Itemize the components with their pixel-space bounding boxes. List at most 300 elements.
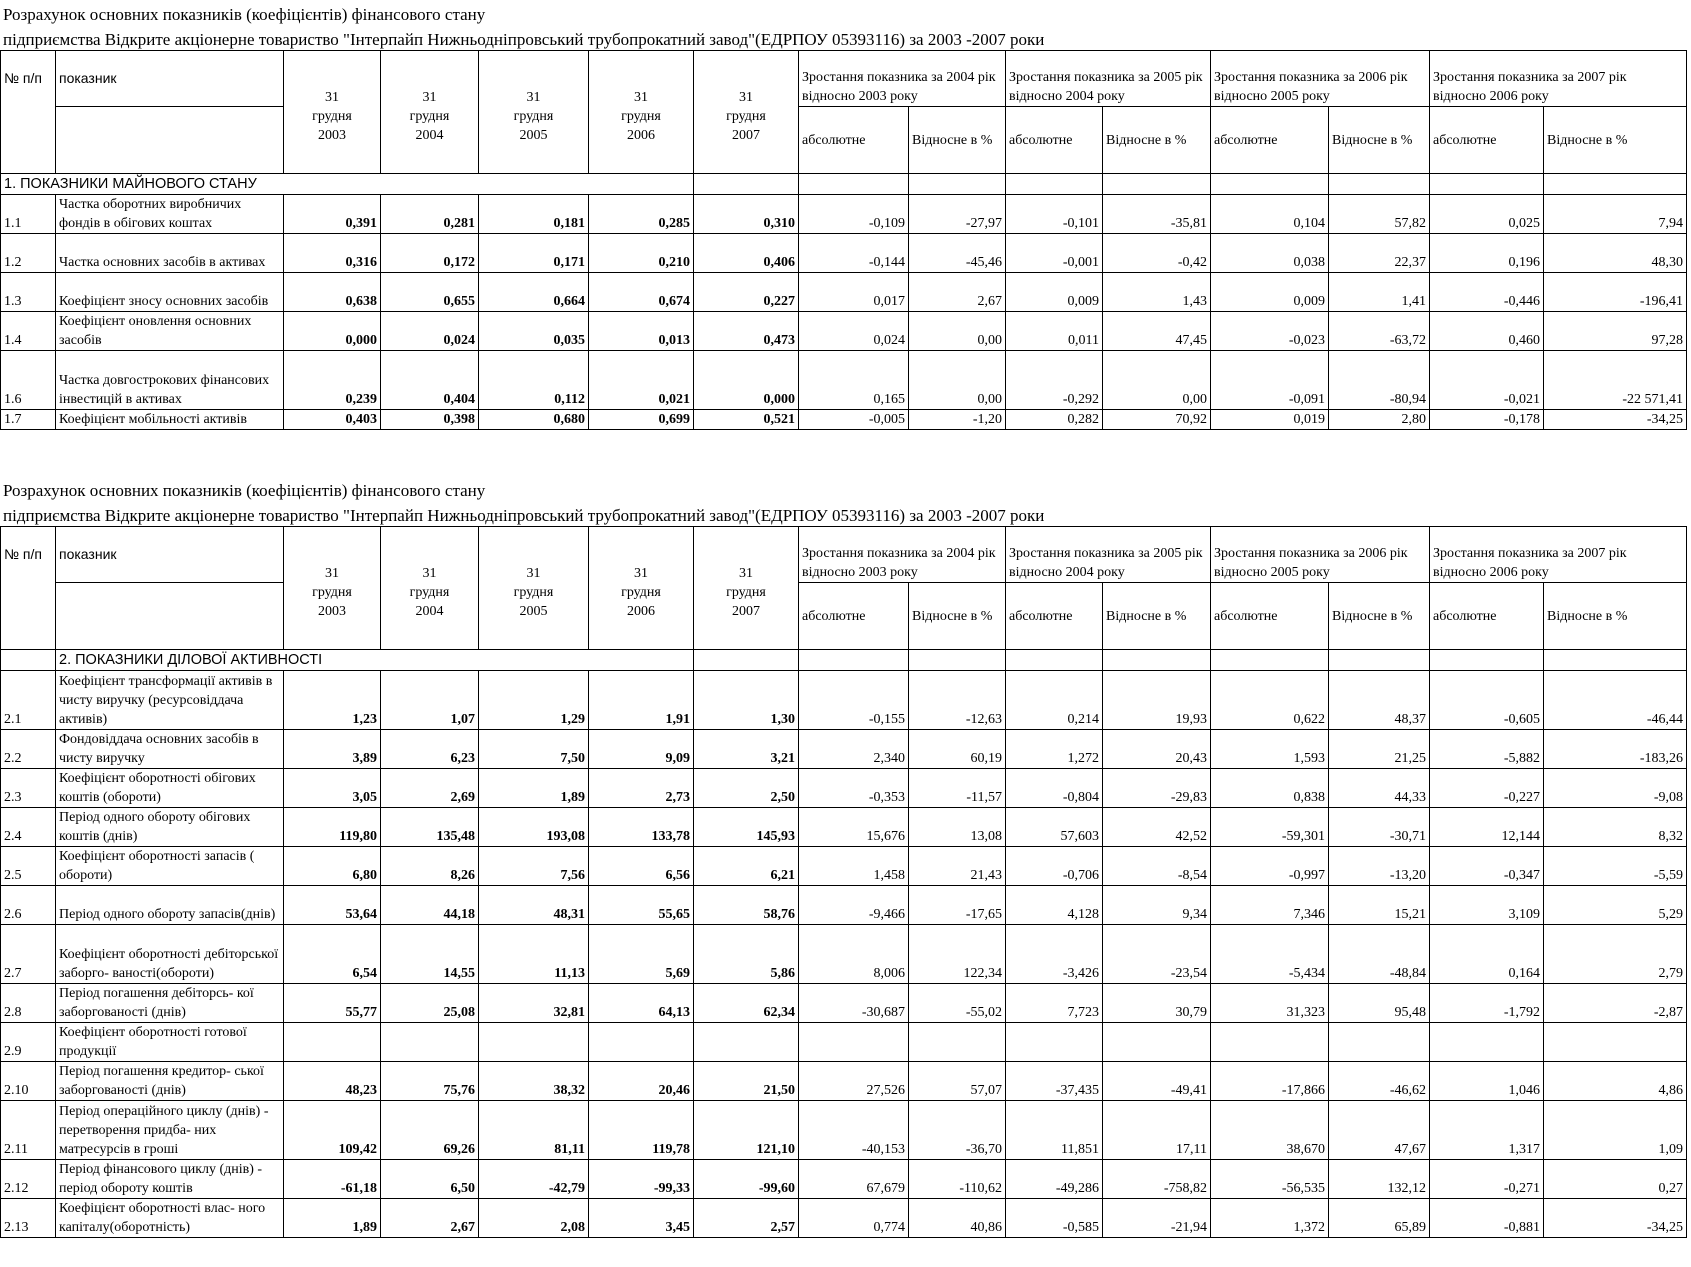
year-label: 2007: [732, 603, 760, 619]
year-value: 0,680: [479, 410, 589, 430]
absolute-change: 7,346: [1211, 886, 1329, 925]
year-value: 145,93: [694, 808, 799, 847]
year-value: 62,34: [694, 984, 799, 1023]
absolute-change: 0,038: [1211, 234, 1329, 273]
relative-change: 7,94: [1544, 195, 1687, 234]
absolute-change: -37,435: [1006, 1062, 1103, 1101]
absolute-change: -0,178: [1430, 410, 1544, 430]
relative-change: 1,43: [1103, 273, 1211, 312]
relative-change: 2,79: [1544, 925, 1687, 984]
year-value: 3,21: [694, 730, 799, 769]
section1-rows: [1, 195, 1687, 430]
row-number: 2.2: [1, 730, 56, 769]
relative-change: -758,82: [1103, 1160, 1211, 1199]
year-value: 0,181: [479, 195, 589, 234]
year-value: 58,76: [694, 886, 799, 925]
growth-group-header: Зростання показника за 2007 рік відносно 2006 року: [1430, 527, 1687, 583]
year-value: 1,29: [479, 671, 589, 730]
year-value: 1,89: [284, 1199, 381, 1238]
relative-change: 57,82: [1329, 195, 1430, 234]
month-label: грудня: [409, 108, 450, 124]
indicator-name: Коефіцієнт оновлення основних засобів: [56, 312, 284, 351]
year-value: 119,78: [589, 1101, 694, 1160]
year-value: 9,09: [589, 730, 694, 769]
indicator-name: Коефіцієнт оборотності влас- ного капіталу(оборотність): [56, 1199, 284, 1238]
absolute-change: -59,301: [1211, 808, 1329, 847]
absolute-change: [799, 1023, 909, 1062]
year-label: 2004: [415, 127, 444, 143]
indicator-name: Коефіцієнт оборотності обігових коштів (обороти): [56, 769, 284, 808]
abs-header: абсолютне: [799, 107, 909, 174]
indicator-name: Частка довгострокових фінансових інвестицій в активах: [56, 351, 284, 410]
year-label: 2003: [318, 603, 346, 619]
growth-group-header: Зростання показника за 2005 рік відносно 2004 року: [1006, 51, 1211, 107]
indicator-name: Коефіцієнт зносу основних засобів: [56, 273, 284, 312]
year-label: 2005: [519, 603, 548, 619]
relative-change: -21,94: [1103, 1199, 1211, 1238]
absolute-change: 1,593: [1211, 730, 1329, 769]
absolute-change: 8,006: [799, 925, 909, 984]
year-value: 1,91: [589, 671, 694, 730]
relative-change: 48,30: [1544, 234, 1687, 273]
table-row: [1, 886, 1687, 925]
relative-change: 1,09: [1544, 1101, 1687, 1160]
absolute-change: 67,679: [799, 1160, 909, 1199]
relative-change: -46,62: [1329, 1062, 1430, 1101]
absolute-change: 31,323: [1211, 984, 1329, 1023]
year-value: 11,13: [479, 925, 589, 984]
absolute-change: 1,272: [1006, 730, 1103, 769]
absolute-change: -0,109: [799, 195, 909, 234]
absolute-change: -0,605: [1430, 671, 1544, 730]
rel-header: Відносне в %: [1103, 107, 1211, 174]
property-indicators-table: [0, 50, 1687, 430]
year-value: 3,89: [284, 730, 381, 769]
date-header-2003: [284, 107, 381, 174]
year-value: 1,23: [284, 671, 381, 730]
row-number: 1.3: [1, 273, 56, 312]
absolute-change: 0,622: [1211, 671, 1329, 730]
year-value: -99,60: [694, 1160, 799, 1199]
absolute-change: 1,317: [1430, 1101, 1544, 1160]
report-block-1: [0, 0, 1687, 430]
month-label: грудня: [621, 584, 661, 600]
relative-change: [1544, 1023, 1687, 1062]
year-value: 0,674: [589, 273, 694, 312]
row-number: 2.4: [1, 808, 56, 847]
day-label: 31: [284, 527, 381, 583]
year-value: 2,69: [381, 769, 479, 808]
relative-change: 21,43: [909, 847, 1006, 886]
abs-header: абсолютне: [1211, 107, 1329, 174]
absolute-change: 2,340: [799, 730, 909, 769]
absolute-change: 0,774: [799, 1199, 909, 1238]
section2-rows: [1, 671, 1687, 1238]
indicator-name: Коефіцієнт оборотності запасів ( обороти): [56, 847, 284, 886]
day-label: 31: [589, 51, 694, 107]
absolute-change: -0,144: [799, 234, 909, 273]
year-value: 32,81: [479, 984, 589, 1023]
year-value: 0,013: [589, 312, 694, 351]
table-row: [1, 1101, 1687, 1160]
relative-change: -183,26: [1544, 730, 1687, 769]
abs-header: абсолютне: [1211, 583, 1329, 650]
relative-change: -35,81: [1103, 195, 1211, 234]
relative-change: 47,45: [1103, 312, 1211, 351]
relative-change: -34,25: [1544, 410, 1687, 430]
year-value: 5,69: [589, 925, 694, 984]
day-label: 31: [381, 51, 479, 107]
date-header-2005: [479, 107, 589, 174]
relative-change: 70,92: [1103, 410, 1211, 430]
year-value: 0,239: [284, 351, 381, 410]
row-number: 1.1: [1, 195, 56, 234]
relative-change: 60,19: [909, 730, 1006, 769]
year-value: 2,50: [694, 769, 799, 808]
absolute-change: -0,005: [799, 410, 909, 430]
relative-change: 0,00: [1103, 351, 1211, 410]
relative-change: -49,41: [1103, 1062, 1211, 1101]
indicator-name: Період погашення дебіторсь- кої заборгованості (днів): [56, 984, 284, 1023]
relative-change: -46,44: [1544, 671, 1687, 730]
row-number: 2.5: [1, 847, 56, 886]
relative-change: 122,34: [909, 925, 1006, 984]
absolute-change: -49,286: [1006, 1160, 1103, 1199]
relative-change: [1103, 1023, 1211, 1062]
rel-header: Відносне в %: [909, 107, 1006, 174]
year-value: 3,45: [589, 1199, 694, 1238]
relative-change: 17,11: [1103, 1101, 1211, 1160]
absolute-change: -0,881: [1430, 1199, 1544, 1238]
indicator-name: Фондовіддача основних засобів в чисту виручку: [56, 730, 284, 769]
year-value: 0,035: [479, 312, 589, 351]
relative-change: 44,33: [1329, 769, 1430, 808]
absolute-change: -0,021: [1430, 351, 1544, 410]
relative-change: 20,43: [1103, 730, 1211, 769]
year-value: 21,50: [694, 1062, 799, 1101]
relative-change: -22 571,41: [1544, 351, 1687, 410]
abs-header: абсолютне: [1006, 107, 1103, 174]
rel-header: Відносне в %: [1544, 107, 1687, 174]
report-block-2: [0, 476, 1687, 1238]
year-value: 0,638: [284, 273, 381, 312]
row-number: 2.11: [1, 1101, 56, 1160]
year-value: 25,08: [381, 984, 479, 1023]
year-label: 2006: [627, 127, 655, 143]
relative-change: -0,42: [1103, 234, 1211, 273]
absolute-change: -0,271: [1430, 1160, 1544, 1199]
relative-change: -2,87: [1544, 984, 1687, 1023]
absolute-change: 0,214: [1006, 671, 1103, 730]
year-value: 44,18: [381, 886, 479, 925]
date-header-2005: [479, 583, 589, 650]
absolute-change: -0,155: [799, 671, 909, 730]
year-value: 14,55: [381, 925, 479, 984]
year-value: 8,26: [381, 847, 479, 886]
year-value: 3,05: [284, 769, 381, 808]
year-value: 6,50: [381, 1160, 479, 1199]
year-value: 0,403: [284, 410, 381, 430]
month-label: грудня: [726, 108, 766, 124]
col-name-header: показник: [56, 51, 284, 107]
year-value: 0,473: [694, 312, 799, 351]
year-value: 121,10: [694, 1101, 799, 1160]
year-value: 0,398: [381, 410, 479, 430]
growth-group-header: Зростання показника за 2006 рік відносно 2005 року: [1211, 51, 1430, 107]
date-header-2006: [589, 583, 694, 650]
year-value: 2,73: [589, 769, 694, 808]
year-label: 2007: [732, 127, 760, 143]
absolute-change: 4,128: [1006, 886, 1103, 925]
absolute-change: 0,838: [1211, 769, 1329, 808]
row-number: 2.8: [1, 984, 56, 1023]
table-row: [1, 808, 1687, 847]
relative-change: -9,08: [1544, 769, 1687, 808]
absolute-change: -0,706: [1006, 847, 1103, 886]
year-value: 0,664: [479, 273, 589, 312]
table-row: [1, 351, 1687, 410]
year-value: 55,77: [284, 984, 381, 1023]
year-value: 0,172: [381, 234, 479, 273]
day-label: 31: [694, 51, 799, 107]
month-label: грудня: [726, 584, 766, 600]
row-number: 1.6: [1, 351, 56, 410]
relative-change: -17,65: [909, 886, 1006, 925]
absolute-change: -0,227: [1430, 769, 1544, 808]
year-label: 2005: [519, 127, 548, 143]
year-value: 6,21: [694, 847, 799, 886]
section-title: 2. ПОКАЗНИКИ ДІЛОВОЇ АКТИВНОСТІ: [56, 650, 694, 671]
year-value: 7,56: [479, 847, 589, 886]
year-value: 48,31: [479, 886, 589, 925]
relative-change: 2,80: [1329, 410, 1430, 430]
relative-change: -29,83: [1103, 769, 1211, 808]
absolute-change: -5,434: [1211, 925, 1329, 984]
absolute-change: 0,104: [1211, 195, 1329, 234]
year-value: 0,406: [694, 234, 799, 273]
relative-change: 15,21: [1329, 886, 1430, 925]
year-value: 48,23: [284, 1062, 381, 1101]
year-value: 5,86: [694, 925, 799, 984]
relative-change: 13,08: [909, 808, 1006, 847]
absolute-change: 38,670: [1211, 1101, 1329, 1160]
table-row: [1, 234, 1687, 273]
absolute-change: 11,851: [1006, 1101, 1103, 1160]
day-label: 31: [284, 51, 381, 107]
year-value: 0,316: [284, 234, 381, 273]
relative-change: -30,71: [1329, 808, 1430, 847]
row-number: 2.10: [1, 1062, 56, 1101]
absolute-change: 0,196: [1430, 234, 1544, 273]
month-label: грудня: [621, 108, 661, 124]
relative-change: 5,29: [1544, 886, 1687, 925]
col-num-header: № п/п: [1, 527, 56, 583]
relative-change: 19,93: [1103, 671, 1211, 730]
abs-header: абсолютне: [1430, 107, 1544, 174]
day-label: 31: [589, 527, 694, 583]
month-label: грудня: [513, 584, 554, 600]
row-number: 2.7: [1, 925, 56, 984]
year-value: 53,64: [284, 886, 381, 925]
table-row: [1, 925, 1687, 984]
year-value: 0,699: [589, 410, 694, 430]
relative-change: -48,84: [1329, 925, 1430, 984]
year-value: 0,171: [479, 234, 589, 273]
relative-change: 2,67: [909, 273, 1006, 312]
year-value: 2,57: [694, 1199, 799, 1238]
relative-change: -23,54: [1103, 925, 1211, 984]
relative-change: -80,94: [1329, 351, 1430, 410]
year-value: 135,48: [381, 808, 479, 847]
day-label: 31: [479, 51, 589, 107]
absolute-change: -40,153: [799, 1101, 909, 1160]
month-label: грудня: [513, 108, 554, 124]
absolute-change: 0,460: [1430, 312, 1544, 351]
indicator-name: Період одного обороту запасів(днів): [56, 886, 284, 925]
date-header-2006: [589, 107, 694, 174]
relative-change: 57,07: [909, 1062, 1006, 1101]
date-header-2007: [694, 583, 799, 650]
year-value: 0,404: [381, 351, 479, 410]
year-value: -42,79: [479, 1160, 589, 1199]
absolute-change: 27,526: [799, 1062, 909, 1101]
rel-header: Відносне в %: [1329, 107, 1430, 174]
indicator-name: Коефіцієнт оборотності готової продукції: [56, 1023, 284, 1062]
year-value: 6,56: [589, 847, 694, 886]
table-row: [1, 769, 1687, 808]
day-label: 31: [694, 527, 799, 583]
table-row: [1, 1160, 1687, 1199]
year-value: 0,000: [284, 312, 381, 351]
absolute-change: 0,017: [799, 273, 909, 312]
report-title-line1: Розрахунок основних показників (коефіцієнтів) фінансового стану: [3, 481, 486, 500]
date-header-2003: [284, 583, 381, 650]
absolute-change: 15,676: [799, 808, 909, 847]
absolute-change: 0,165: [799, 351, 909, 410]
row-number: 1.4: [1, 312, 56, 351]
row-number: 1.7: [1, 410, 56, 430]
relative-change: -36,70: [909, 1101, 1006, 1160]
relative-change: -8,54: [1103, 847, 1211, 886]
table-row: [1, 730, 1687, 769]
absolute-change: 1,458: [799, 847, 909, 886]
row-number: 2.3: [1, 769, 56, 808]
year-value: [479, 1023, 589, 1062]
abs-header: абсолютне: [799, 583, 909, 650]
absolute-change: -0,347: [1430, 847, 1544, 886]
relative-change: -196,41: [1544, 273, 1687, 312]
relative-change: 48,37: [1329, 671, 1430, 730]
relative-change: -13,20: [1329, 847, 1430, 886]
absolute-change: 0,011: [1006, 312, 1103, 351]
relative-change: -1,20: [909, 410, 1006, 430]
table-row: [1, 195, 1687, 234]
growth-group-header: Зростання показника за 2007 рік відносно 2006 року: [1430, 51, 1687, 107]
absolute-change: -0,023: [1211, 312, 1329, 351]
relative-change: 42,52: [1103, 808, 1211, 847]
absolute-change: 12,144: [1430, 808, 1544, 847]
year-value: 0,210: [589, 234, 694, 273]
year-value: 81,11: [479, 1101, 589, 1160]
year-value: 1,30: [694, 671, 799, 730]
relative-change: -55,02: [909, 984, 1006, 1023]
year-value: -99,33: [589, 1160, 694, 1199]
relative-change: -63,72: [1329, 312, 1430, 351]
relative-change: -110,62: [909, 1160, 1006, 1199]
year-value: 38,32: [479, 1062, 589, 1101]
absolute-change: -9,466: [799, 886, 909, 925]
absolute-change: -30,687: [799, 984, 909, 1023]
relative-change: 21,25: [1329, 730, 1430, 769]
absolute-change: [1006, 1023, 1103, 1062]
year-label: 2004: [415, 603, 444, 619]
day-label: 31: [381, 527, 479, 583]
absolute-change: 0,282: [1006, 410, 1103, 430]
date-header-2007: [694, 107, 799, 174]
indicator-name: Частка основних засобів в активах: [56, 234, 284, 273]
absolute-change: -0,353: [799, 769, 909, 808]
year-value: [284, 1023, 381, 1062]
absolute-change: 3,109: [1430, 886, 1544, 925]
row-number: 2.12: [1, 1160, 56, 1199]
year-value: 6,23: [381, 730, 479, 769]
relative-change: 9,34: [1103, 886, 1211, 925]
col-name-header: показник: [56, 527, 284, 583]
year-value: 119,80: [284, 808, 381, 847]
absolute-change: -1,792: [1430, 984, 1544, 1023]
table-row: [1, 273, 1687, 312]
year-value: [694, 1023, 799, 1062]
year-value: 0,285: [589, 195, 694, 234]
year-value: 109,42: [284, 1101, 381, 1160]
date-header-2004: [381, 107, 479, 174]
year-value: 0,521: [694, 410, 799, 430]
indicator-name: Частка оборотних виробничих фондів в обігових коштах: [56, 195, 284, 234]
section-title: 1. ПОКАЗНИКИ МАЙНОВОГО СТАНУ: [1, 174, 694, 195]
year-value: 0,655: [381, 273, 479, 312]
absolute-change: -17,866: [1211, 1062, 1329, 1101]
row-number: 2.1: [1, 671, 56, 730]
rel-header: Відносне в %: [1103, 583, 1211, 650]
relative-change: 1,41: [1329, 273, 1430, 312]
rel-header: Відносне в %: [1329, 583, 1430, 650]
growth-group-header: Зростання показника за 2004 рік відносно 2003 року: [799, 51, 1006, 107]
year-value: 2,67: [381, 1199, 479, 1238]
indicator-name: Період фінансового циклу (днів) - період обороту коштів: [56, 1160, 284, 1199]
year-value: 20,46: [589, 1062, 694, 1101]
relative-change: 4,86: [1544, 1062, 1687, 1101]
absolute-change: 0,019: [1211, 410, 1329, 430]
year-value: 0,227: [694, 273, 799, 312]
relative-change: 95,48: [1329, 984, 1430, 1023]
year-value: 193,08: [479, 808, 589, 847]
absolute-change: -0,446: [1430, 273, 1544, 312]
year-value: -61,18: [284, 1160, 381, 1199]
date-header-2004: [381, 583, 479, 650]
absolute-change: 0,164: [1430, 925, 1544, 984]
year-value: 69,26: [381, 1101, 479, 1160]
table-row: [1, 1199, 1687, 1238]
absolute-change: 1,372: [1211, 1199, 1329, 1238]
relative-change: [1329, 1023, 1430, 1062]
table-row: [1, 1062, 1687, 1101]
relative-change: 132,12: [1329, 1160, 1430, 1199]
row-number: 2.6: [1, 886, 56, 925]
absolute-change: 7,723: [1006, 984, 1103, 1023]
absolute-change: 0,025: [1430, 195, 1544, 234]
abs-header: абсолютне: [1430, 583, 1544, 650]
abs-header: абсолютне: [1006, 583, 1103, 650]
